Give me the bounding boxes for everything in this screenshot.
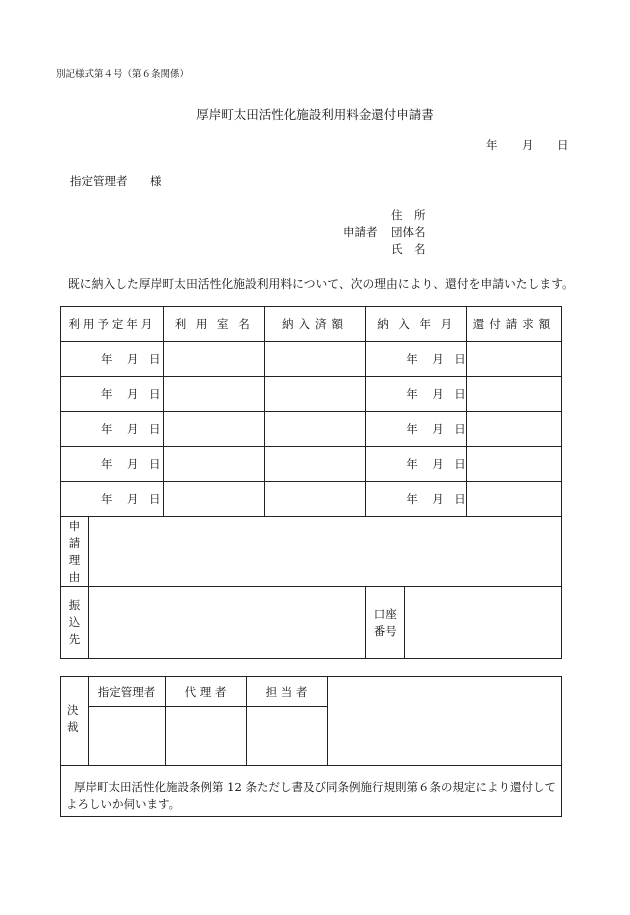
stamp-cell-staff[interactable]: [247, 707, 327, 764]
header-room-name: 利 用 室 名: [163, 307, 264, 342]
row-pay-day: 日: [454, 457, 466, 471]
header-refund-amount: 還付請求額: [467, 307, 562, 342]
row-month: 月: [127, 422, 139, 436]
table-header-row: [61, 307, 562, 342]
room-name-cell[interactable]: [163, 377, 264, 412]
row-year: 年: [101, 387, 113, 401]
account-label-line2: 番号: [373, 623, 397, 638]
row-pay-month: 月: [432, 387, 444, 401]
paid-amount-cell[interactable]: [264, 482, 366, 517]
room-name-cell[interactable]: [163, 482, 264, 517]
refund-amount-cell[interactable]: [467, 342, 562, 377]
intro-text: 既に納入した厚岸町太田活性化施設利用料について、次の理由により、還付を申請いたします。: [68, 277, 574, 291]
approval-col-manager: 指定管理者: [97, 685, 156, 699]
reason-label: 申請理由: [68, 518, 81, 584]
row-pay-day: 日: [454, 492, 466, 506]
form-number: 別記様式第４号（第６条関係）: [56, 69, 190, 80]
row-pay-month: 月: [432, 492, 444, 506]
account-number-input[interactable]: [405, 587, 562, 659]
date-year-label: 年: [486, 138, 498, 152]
room-name-cell[interactable]: [163, 447, 264, 482]
account-label: [366, 587, 405, 659]
stamp-cell-manager[interactable]: [88, 707, 165, 764]
row-day: 日: [149, 457, 161, 471]
refund-amount-cell[interactable]: [467, 412, 562, 447]
header-paid-amount: 納入済額: [264, 307, 366, 342]
row-month: 月: [127, 492, 139, 506]
applicant-label: 申請者: [343, 225, 378, 239]
header-payment-date: 納 入 年 月: [366, 307, 467, 342]
approval-col-deputy: 代 理 者: [184, 685, 227, 699]
table-row: [61, 412, 562, 447]
row-year: 年: [101, 422, 113, 436]
paid-amount-cell[interactable]: [264, 377, 366, 412]
approval-note: 厚岸町太田活性化施設条例第 12 条ただし書及び同条例施行規則第６条の規定により還付してよろしいか伺います。: [66, 780, 556, 811]
row-month: 月: [127, 457, 139, 471]
room-name-cell[interactable]: [163, 412, 264, 447]
date-day-label: 日: [557, 138, 569, 152]
row-day: 日: [149, 422, 161, 436]
date-month-label: 月: [522, 138, 534, 152]
approval-divider: [60, 765, 562, 766]
row-pay-year: 年: [406, 387, 418, 401]
approval-label: 決裁: [67, 703, 79, 734]
row-pay-month: 月: [432, 352, 444, 366]
table-row: [61, 447, 562, 482]
row-day: 日: [149, 492, 161, 506]
row-pay-day: 日: [454, 352, 466, 366]
applicant-name-label: 氏 名: [391, 242, 426, 256]
approval-col-staff: 担 当 者: [265, 685, 308, 699]
table-row: [61, 342, 562, 377]
page-title: 厚岸町太田活性化施設利用料金還付申請書: [196, 107, 434, 122]
row-pay-year: 年: [406, 352, 418, 366]
account-label-line1: 口座: [373, 606, 397, 621]
applicant-address-label: 住 所: [391, 208, 426, 222]
stamp-cell-deputy[interactable]: [166, 707, 246, 764]
row-day: 日: [149, 387, 161, 401]
refund-table: [60, 306, 562, 659]
table-row: [61, 377, 562, 412]
transfer-input[interactable]: [88, 587, 365, 659]
row-day: 日: [149, 352, 161, 366]
row-pay-year: 年: [406, 457, 418, 471]
refund-amount-cell[interactable]: [467, 377, 562, 412]
transfer-row: [61, 587, 562, 659]
paid-amount-cell[interactable]: [264, 342, 366, 377]
reason-row: [61, 517, 562, 587]
applicant-org-label: 団体名: [391, 225, 426, 239]
row-pay-year: 年: [406, 422, 418, 436]
room-name-cell[interactable]: [163, 342, 264, 377]
header-usage-date: 利用予定年月: [61, 307, 164, 342]
row-pay-month: 月: [432, 457, 444, 471]
row-month: 月: [127, 352, 139, 366]
addressee-honorific: 様: [150, 174, 162, 188]
paid-amount-cell[interactable]: [264, 412, 366, 447]
table-row: [61, 482, 562, 517]
addressee-name: 指定管理者: [70, 174, 128, 188]
row-pay-day: 日: [454, 387, 466, 401]
paid-amount-cell[interactable]: [264, 447, 366, 482]
row-year: 年: [101, 352, 113, 366]
refund-amount-cell[interactable]: [467, 447, 562, 482]
reason-input[interactable]: [88, 517, 561, 587]
row-month: 月: [127, 387, 139, 401]
row-pay-day: 日: [454, 422, 466, 436]
refund-amount-cell[interactable]: [467, 482, 562, 517]
stamp-grid-line: [327, 676, 328, 765]
row-year: 年: [101, 492, 113, 506]
row-year: 年: [101, 457, 113, 471]
transfer-label: 振込先: [68, 598, 81, 646]
row-pay-year: 年: [406, 492, 418, 506]
row-pay-month: 月: [432, 422, 444, 436]
